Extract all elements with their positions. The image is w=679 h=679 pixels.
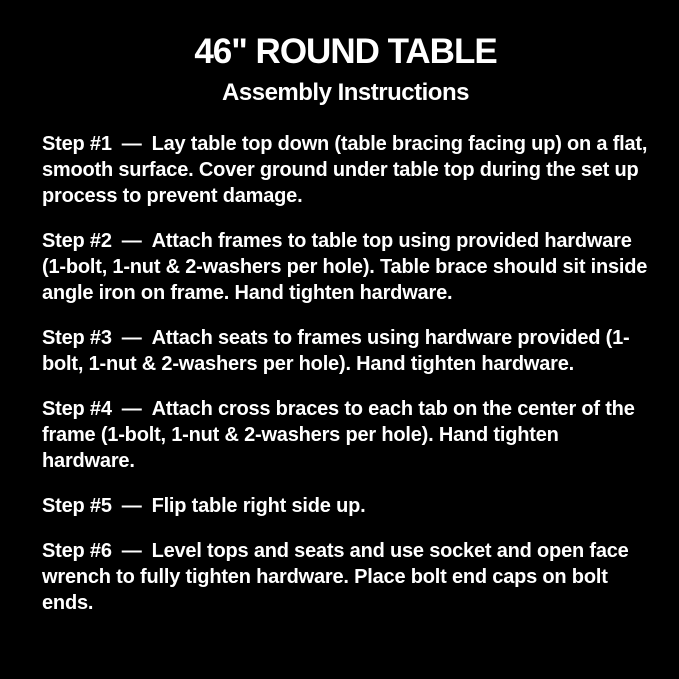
step-1-text: Lay table top down (table bracing facing up) on a flat, smooth surface. Cover ground under table top during the set up process to prevent damage. xyxy=(42,133,648,208)
step-3-text: Attach seats to frames using hardware provided (1-bolt, 1-nut & 2-washers per hole). Hand tighten hardware. xyxy=(42,327,630,376)
step-3-separator: — xyxy=(121,327,142,350)
step-2 xyxy=(42,228,649,306)
step-6-separator: — xyxy=(121,540,142,563)
step-1-separator: — xyxy=(121,133,142,156)
step-1 xyxy=(42,131,649,209)
page-subtitle: Assembly Instructions xyxy=(222,78,469,106)
step-3-label: Step #3 xyxy=(42,327,112,350)
step-2-separator: — xyxy=(121,230,142,253)
step-5-text: Flip table right side up. xyxy=(151,495,366,518)
step-5 xyxy=(42,493,649,519)
step-4-text: Attach cross braces to each tab on the center of the frame (1-bolt, 1-nut & 2-washers per hole). Hand tighten hardware. xyxy=(42,398,635,473)
page-title: 46" ROUND TABLE xyxy=(194,32,497,71)
step-4 xyxy=(42,396,649,474)
step-6-label: Step #6 xyxy=(42,540,112,563)
step-3 xyxy=(42,325,649,377)
step-6 xyxy=(42,538,649,616)
step-6-text: Level tops and seats and use socket and open face wrench to fully tighten hardware. Place bolt end caps on bolt ends. xyxy=(42,540,629,615)
step-4-label: Step #4 xyxy=(42,398,112,421)
step-2-text: Attach frames to table top using provided hardware (1-bolt, 1-nut & 2-washers per hole). Table brace should sit inside angle iron on frame. Hand tighten hardware. xyxy=(42,230,648,305)
steps-list xyxy=(42,131,649,616)
header xyxy=(42,34,649,106)
step-4-separator: — xyxy=(121,398,142,421)
step-1-label: Step #1 xyxy=(42,133,112,156)
step-5-label: Step #5 xyxy=(42,495,112,518)
step-5-separator: — xyxy=(121,495,142,518)
step-2-label: Step #2 xyxy=(42,230,112,253)
